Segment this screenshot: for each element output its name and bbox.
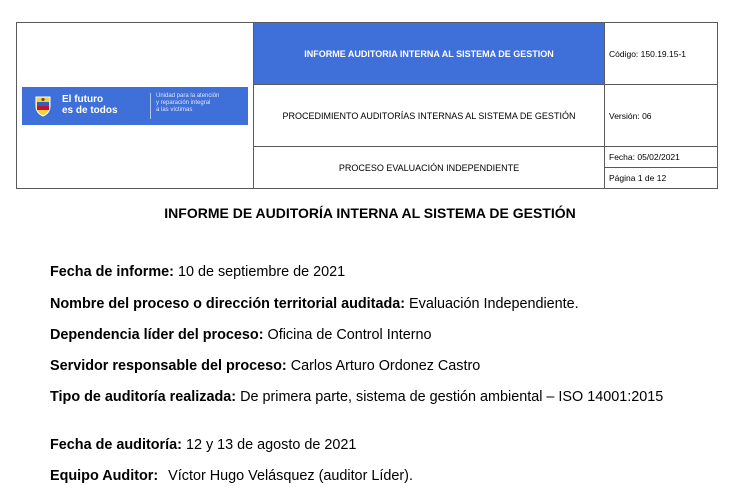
field-audit-team — [50, 468, 690, 485]
page-label: Página 1 de 12 — [609, 172, 667, 183]
field-responsible-servant — [50, 358, 690, 375]
field-audit-type — [50, 389, 690, 406]
field-label: Equipo Auditor: — [50, 468, 159, 484]
document-title: INFORME DE AUDITORÍA INTERNA AL SISTEMA DE GESTIÓN — [164, 205, 576, 221]
report-title-cell: INFORME AUDITORIA INTERNA AL SISTEMA DE GESTION — [254, 23, 605, 85]
field-process-name — [50, 296, 690, 313]
field-lead-department — [50, 327, 690, 344]
slogan: El futuro es de todos — [62, 93, 118, 116]
field-label: Servidor responsable del proceso: — [50, 358, 287, 374]
colombia-coat-of-arms-icon — [34, 95, 52, 117]
logo-cell — [17, 23, 254, 189]
date-page-cell — [605, 147, 718, 189]
field-value: Oficina de Control Interno — [267, 327, 432, 343]
field-value: 10 de septiembre de 2021 — [177, 264, 346, 280]
field-audit-date — [50, 437, 690, 454]
field-label: Nombre del proceso o dirección territorial auditada: — [50, 296, 406, 312]
date-label: Fecha: 05/02/2021 — [605, 147, 717, 168]
process-cell: PROCESO EVALUACIÓN INDEPENDIENTE — [254, 147, 605, 189]
unit-name: Unidad para la atención y reparación integral a las víctimas — [156, 92, 220, 113]
field-label: Tipo de auditoría realizada: — [50, 389, 237, 405]
field-label: Dependencia líder del proceso: — [50, 327, 264, 343]
field-value: De primera parte, sistema de gestión ambiental – ISO 14001:2015 — [240, 389, 664, 405]
field-value: Evaluación Independiente. — [409, 296, 579, 312]
field-value: Carlos Arturo Ordonez Castro — [290, 358, 481, 374]
code-cell: Código: 150.19.15-1 — [605, 23, 718, 85]
field-label: Fecha de informe: — [50, 264, 174, 280]
document-header-table — [16, 22, 718, 189]
procedure-cell: PROCEDIMIENTO AUDITORÍAS INTERNAS AL SISTEMA DE GESTIÓN — [254, 85, 605, 147]
field-value: 12 y 13 de agosto de 2021 — [185, 437, 357, 453]
institution-logo — [22, 87, 248, 125]
logo-divider — [150, 93, 151, 119]
version-cell: Versión: 06 — [605, 85, 718, 147]
field-label: Fecha de auditoría: — [50, 437, 182, 453]
field-value: Víctor Hugo Velásquez (auditor Líder). — [168, 468, 413, 484]
field-report-date — [50, 264, 690, 281]
